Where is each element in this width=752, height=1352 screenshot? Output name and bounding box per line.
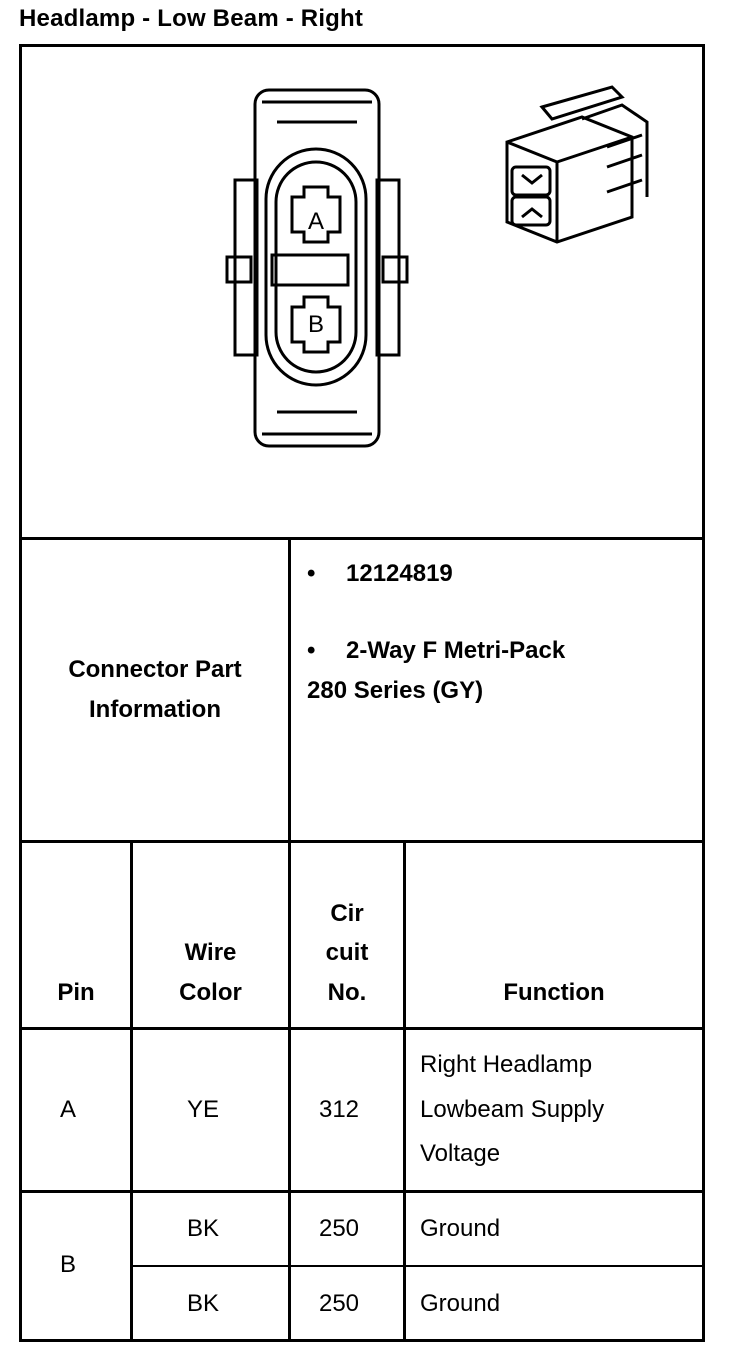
header-circuit-line2: cuit [325,939,369,966]
row-b2-function: Ground [420,1290,501,1317]
diagram-separator [19,537,705,540]
header-wire-color-line2: Color [179,979,242,1006]
part-number: 12124819 [346,560,453,587]
row-b1-function: Ground [420,1215,501,1242]
row-a-wire-color: YE [186,1096,219,1123]
info-label-line2: Information [89,696,221,723]
row-b-inner-separator [132,1265,705,1267]
row-a-separator [19,1190,705,1193]
row-b1-circuit: 250 [318,1215,360,1242]
header-pin: Pin [57,979,95,1006]
bullet-1: • [307,560,316,587]
connector-face-view [227,90,407,446]
info-separator [19,840,705,843]
connector-description-line2: 280 Series (GY) [307,677,484,704]
row-b-pin: B [59,1251,76,1278]
header-function: Function [503,979,605,1006]
header-circuit-line3: No. [327,979,367,1006]
pin-col-divider [130,840,133,1342]
connector-isometric-view [507,87,647,242]
circuit-col-divider [403,840,406,1342]
header-wire-color-line1: Wire [184,939,237,966]
row-a-function-line2: Lowbeam Supply [420,1096,605,1123]
header-separator [19,1027,705,1030]
bullet-2: • [307,637,316,664]
row-a-function-line3: Voltage [420,1140,501,1167]
connector-description-line1: 2-Way F Metri-Pack [346,637,566,664]
connector-diagram [22,47,702,537]
info-label-line1: Connector Part [68,656,242,683]
row-a-circuit: 312 [318,1096,360,1123]
header-circuit-line1: Cir [330,900,364,927]
page-title: Headlamp - Low Beam - Right [19,5,364,32]
pin-a-label: A [307,208,325,235]
row-b2-circuit: 250 [318,1290,360,1317]
pin-b-label: B [307,311,325,338]
row-b2-wire-color: BK [186,1290,219,1317]
row-a-pin: A [59,1096,76,1123]
row-b1-wire-color: BK [186,1215,219,1242]
row-a-function-line1: Right Headlamp [420,1051,593,1078]
